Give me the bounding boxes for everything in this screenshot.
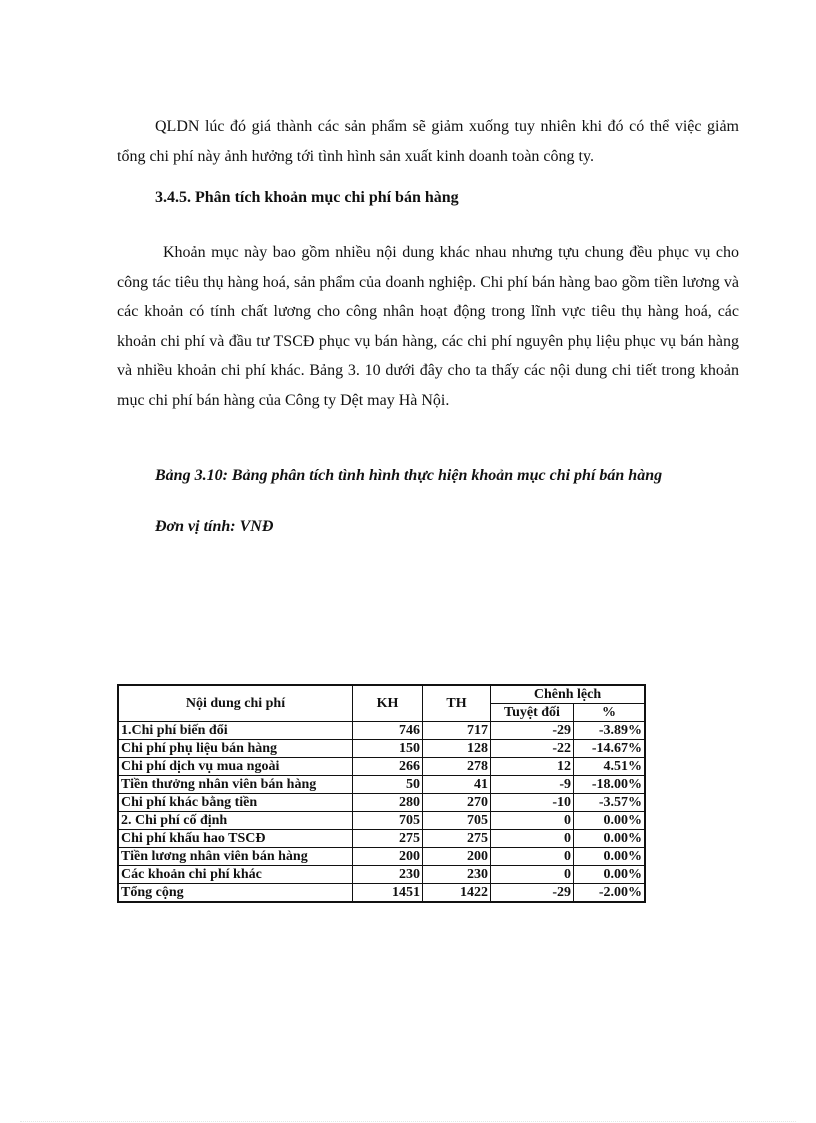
- section-heading: 3.4.5. Phân tích khoản mục chi phí bán hàng: [155, 189, 459, 206]
- cell-kh: 275: [353, 830, 423, 848]
- body-paragraph: Khoản mục này bao gồm nhiều nội dung khác nhau nhưng tựu chung đều phục vụ cho công tác tiêu thụ hàng hoá, sản phẩm của doanh nghiệp. Chi phí bán hàng bao gồm tiền lương và các khoản có tính chất lương cho công nhân hoạt động trong lĩnh vực tiêu thụ hàng hoá, các khoản chi phí và đầu tư TSCĐ phục vụ bán hàng, các chi phí nguyên phụ liệu phục vụ bán hàng và nhiều khoản chi phí khác. Bảng 3. 10 dưới đây cho ta thấy các nội dung chi tiết trong khoản mục chi phí bán hàng của Công ty Dệt may Hà Nội.: [117, 244, 739, 409]
- table-row: [118, 776, 645, 794]
- cell-absolute: 0: [491, 830, 574, 848]
- cell-kh: 266: [353, 758, 423, 776]
- cell-percent: 0.00%: [574, 830, 646, 848]
- cell-name: Chi phí khác bằng tiền: [118, 794, 353, 812]
- cell-th: 41: [423, 776, 491, 794]
- table-row: [118, 740, 645, 758]
- cell-th: 705: [423, 812, 491, 830]
- cell-percent: -2.00%: [574, 884, 646, 903]
- table-row: [118, 722, 645, 740]
- cell-th: 270: [423, 794, 491, 812]
- table-row: [118, 812, 645, 830]
- cell-kh: 50: [353, 776, 423, 794]
- cell-kh: 150: [353, 740, 423, 758]
- cell-name: Tiền thưởng nhân viên bán hàng: [118, 776, 353, 794]
- cell-name: Tiền lương nhân viên bán hàng: [118, 848, 353, 866]
- cell-th: 128: [423, 740, 491, 758]
- header-th: TH: [423, 685, 491, 722]
- cell-absolute: -22: [491, 740, 574, 758]
- cell-percent: 0.00%: [574, 866, 646, 884]
- cell-kh: 280: [353, 794, 423, 812]
- cell-absolute: 0: [491, 848, 574, 866]
- table-row: [118, 884, 645, 903]
- cost-analysis-table: [117, 684, 646, 903]
- cell-name: Chi phí dịch vụ mua ngoài: [118, 758, 353, 776]
- cell-percent: -3.57%: [574, 794, 646, 812]
- table-row: [118, 848, 645, 866]
- cell-th: 1422: [423, 884, 491, 903]
- cell-percent: 0.00%: [574, 848, 646, 866]
- cell-kh: 200: [353, 848, 423, 866]
- cell-percent: -18.00%: [574, 776, 646, 794]
- table-row: [118, 758, 645, 776]
- table-row: [118, 794, 645, 812]
- cell-kh: 230: [353, 866, 423, 884]
- cell-kh: 746: [353, 722, 423, 740]
- cell-absolute: -29: [491, 722, 574, 740]
- cell-absolute: 12: [491, 758, 574, 776]
- table-caption: Bảng 3.10: Bảng phân tích tình hình thực hiện khoản mục chi phí bán hàng: [155, 467, 663, 484]
- cell-name: Chi phí phụ liệu bán hàng: [118, 740, 353, 758]
- cell-th: 200: [423, 848, 491, 866]
- cell-th: 230: [423, 866, 491, 884]
- cell-name: 1.Chi phí biến đổi: [118, 722, 353, 740]
- header-absolute: Tuyệt đối: [491, 704, 574, 722]
- header-difference: Chênh lệch: [491, 685, 646, 704]
- intro-paragraph: QLDN lúc đó giá thành các sản phẩm sẽ giảm xuống tuy nhiên khi đó có thể việc giảm tổng chi phí này ảnh hưởng tới tình hình sản xuất kinh doanh toàn công ty.: [117, 118, 739, 165]
- cell-percent: 0.00%: [574, 812, 646, 830]
- cell-percent: -14.67%: [574, 740, 646, 758]
- cell-absolute: 0: [491, 812, 574, 830]
- cell-kh: 705: [353, 812, 423, 830]
- page-bottom-rule: [20, 1121, 796, 1122]
- cell-name: Tổng cộng: [118, 884, 353, 903]
- cell-name: Các khoản chi phí khác: [118, 866, 353, 884]
- cell-percent: 4.51%: [574, 758, 646, 776]
- cell-name: Chi phí khấu hao TSCĐ: [118, 830, 353, 848]
- unit-label: Đơn vị tính: VNĐ: [155, 518, 274, 535]
- header-content: Nội dung chi phí: [118, 685, 353, 722]
- cell-name: 2. Chi phí cố định: [118, 812, 353, 830]
- header-kh: KH: [353, 685, 423, 722]
- cell-absolute: -9: [491, 776, 574, 794]
- cell-th: 275: [423, 830, 491, 848]
- cell-kh: 1451: [353, 884, 423, 903]
- table-row: [118, 830, 645, 848]
- cell-th: 717: [423, 722, 491, 740]
- cell-absolute: -29: [491, 884, 574, 903]
- cell-absolute: 0: [491, 866, 574, 884]
- table-row: [118, 866, 645, 884]
- header-percent: %: [574, 704, 646, 722]
- cell-percent: -3.89%: [574, 722, 646, 740]
- cell-th: 278: [423, 758, 491, 776]
- cell-absolute: -10: [491, 794, 574, 812]
